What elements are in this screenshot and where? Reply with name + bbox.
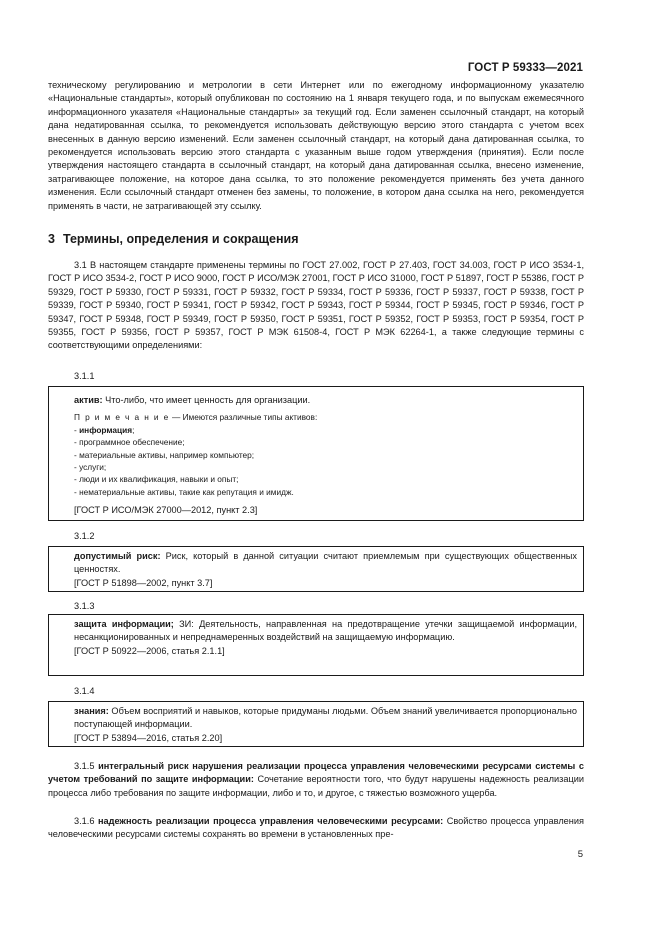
- section-number: 3: [48, 232, 55, 246]
- section-title: [48, 232, 299, 246]
- section-title-text: Термины, определения и сокращения: [62, 232, 299, 246]
- page-number: 5: [577, 849, 583, 860]
- term-name: интегральный риск нарушения реализации процесса управления человеческими ресурсами системы с учетом требований по защите информации:: [48, 761, 584, 785]
- term-source: [ГОСТ Р 51898—2002, пункт 3.7]: [74, 577, 213, 588]
- term-name: надежность реализации процесса управления человеческими ресурсами:: [97, 816, 444, 826]
- note-item: - нематериальные активы, такие как репутация и имидж.: [74, 486, 294, 497]
- term-source: [ГОСТ Р 50922—2006, статья 2.1.1]: [74, 645, 225, 656]
- term-definition: [49, 550, 583, 577]
- term-definition-text: Объем восприятий и навыков, которые придуманы людьми. Объем знаний увеличивается пропорционально поступающей информации.: [74, 706, 577, 730]
- clause-number: 3.1.1: [74, 371, 95, 381]
- note-text: — Имеются различные типы активов:: [169, 412, 318, 423]
- clause-number: 3.1.2: [74, 531, 95, 541]
- note-label: П р и м е ч а н и е: [74, 412, 170, 423]
- note-item: - услуги;: [74, 462, 107, 473]
- term-box-dopustimyi-risk: [48, 546, 584, 592]
- term-definition: [49, 705, 583, 732]
- term-note: [49, 411, 583, 423]
- note-item: - люди и их квалификация, навыки и опыт;: [74, 474, 239, 485]
- note-item: - программное обеспечение;: [74, 437, 185, 448]
- paragraph-3-1: 3.1 В настоящем стандарте применены термины по ГОСТ 27.002, ГОСТ Р 27.403, ГОСТ 34.003, ГОСТ Р ИСО 3534-1, ГОСТ Р ИСО 3534-2, ГОСТ Р ИСО 9000, ГОСТ Р ИСО/МЭК 27001, ГОСТ Р ИСО 31000, ГОСТ Р 51897, ГОСТ Р 55386, ГОСТ Р 59329, ГОСТ Р 59330, ГОСТ Р 59331, ГОСТ Р 59332, ГОСТ Р 59334, ГОСТ Р 59336, ГОСТ Р 59337, ГОСТ Р 59338, ГОСТ Р 59339, ГОСТ Р 59340, ГОСТ Р 59341, ГОСТ Р 59342, ГОСТ Р 59343, ГОСТ Р 59344, ГОСТ Р 59345, ГОСТ Р 59346, ГОСТ Р 59347, ГОСТ Р 59348, ГОСТ Р 59349, ГОСТ Р 59350, ГОСТ Р 59351, ГОСТ Р 59352, ГОСТ Р 59353, ГОСТ Р 59354, ГОСТ Р 59355, ГОСТ Р 59356, ГОСТ Р 59357, ГОСТ Р МЭК 61508-4, ГОСТ Р МЭК 62264-1, а также следующие термины с соответствующими определениями:: [48, 260, 584, 351]
- paragraph-3-1-6: 3.1.6 надежность реализации процесса управления человеческими ресурсами: Свойство процесса управления человеческими ресурсами системы сохранять во времени в установленных пре-: [48, 816, 584, 840]
- term-name: допустимый риск:: [74, 551, 161, 561]
- document-header-code: ГОСТ Р 59333—2021: [467, 62, 583, 74]
- term-definition: [49, 394, 583, 407]
- note-item: - материальные активы, например компьютер;: [74, 449, 255, 460]
- term-name: знания:: [74, 706, 109, 716]
- term-definition-text: Что-либо, что имеет ценность для организации.: [102, 395, 311, 405]
- note-item: - информация;: [74, 424, 135, 435]
- paragraph-3-1-5: 3.1.5 интегральный риск нарушения реализации процесса управления человеческими ресурсами системы с учетом требований по защите информации: Сочетание вероятности того, что будут нарушены надежность реализации процесса либо требования по защите информации, либо и то, и другое, с тяжестью возможного ущерба.: [48, 761, 584, 798]
- term-box-aktiv: [48, 386, 584, 521]
- clause-number: 3.1.3: [74, 601, 95, 611]
- term-definition: [49, 618, 583, 645]
- term-source: [ГОСТ Р ИСО/МЭК 27000—2012, пункт 2.3]: [74, 505, 258, 516]
- term-name: защита информации;: [74, 619, 174, 629]
- term-box-znaniya: [48, 701, 584, 747]
- intro-paragraph: техническому регулированию и метрологии в сети Интернет или по ежегодному информационному указателю «Национальные стандарты», который опубликован по состоянию на 1 января текущего года, и по выпускам ежемесячного информационного указателя «Национальные стандарты» за текущий год. Если заменен ссылочный стандарт, на который дана недатированная ссылка, то рекомендуется использовать действующую версию этого стандарта с учетом всех внесенных в данную версию изменений. Если заменен ссылочный стандарт, на который дана датированная ссылка, то рекомендуется использовать версию этого стандарта с указанным выше годом утверждения (принятия). Если после утверждения настоящего стандарта в ссылочный стандарт, на который дана датированная ссылка, внесено изменение, затрагивающее положение, на которое дана ссылка, то это положение рекомендуется применять без учета данного изменения. Если ссылочный стандарт отменен без замены, то положение, в котором дана ссылка на него, рекомендуется применять в части, не затрагивающей эту ссылку.: [48, 80, 584, 211]
- term-definition-text: Свойство процесса управления человеческими ресурсами системы сохранять во времени в установленных пре-: [48, 816, 584, 840]
- term-definition-text: Риск, который в данной ситуации считают приемлемым при существующих общественных ценностях.: [74, 551, 577, 575]
- term-definition-text: Сочетание вероятности того, что будут нарушены надежность реализации процесса либо требования по защите информации, либо и то, и другое, с тяжестью возможного ущерба.: [48, 774, 584, 798]
- term-definition-text: ЗИ: Деятельность, направленная на предотвращение утечки защищаемой информации, несанкционированных и непреднамеренных воздействий на защищаемую информацию.: [74, 619, 578, 643]
- clause-number: 3.1.4: [74, 686, 95, 696]
- term-name: актив:: [74, 395, 103, 405]
- term-source: [ГОСТ Р 53894—2016, статья 2.20]: [74, 732, 223, 743]
- term-box-zashchita-informatsii: [48, 614, 584, 676]
